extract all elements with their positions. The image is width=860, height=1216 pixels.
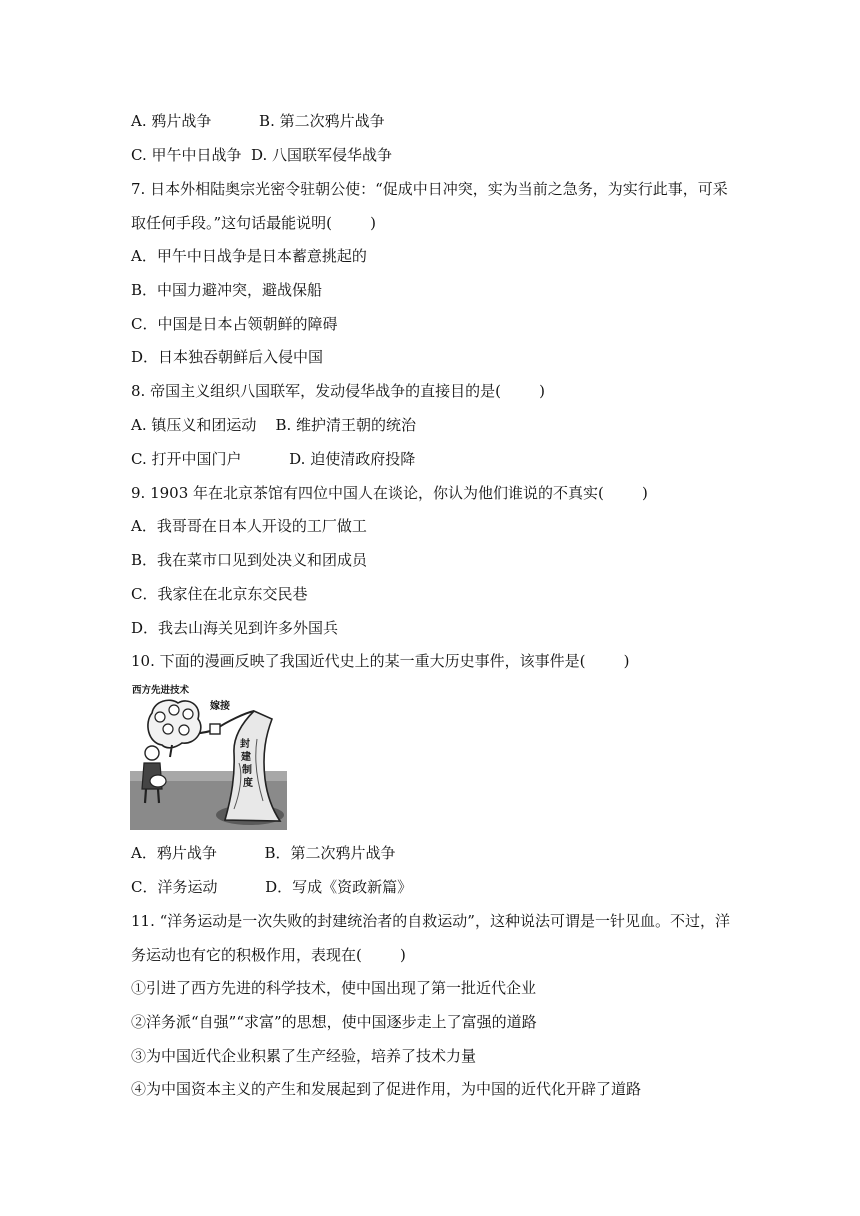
q11-stem-line2: 务运动也有它的积极作用，表现在( ) bbox=[131, 946, 406, 964]
comic-illustration bbox=[130, 683, 287, 830]
q10-stem: 10. 下面的漫画反映了我国近代史上的某一重大历史事件，该事件是( ) bbox=[131, 652, 630, 670]
q10-options-cd: C．洋务运动 D．写成《资政新篇》 bbox=[131, 878, 413, 896]
comic-caption-top: 西方先进技术 bbox=[132, 685, 190, 696]
q8-options-ab: A. 镇压义和团运动 B. 维护清王朝的统治 bbox=[131, 416, 417, 434]
trunk-label-char-1: 封 bbox=[240, 739, 250, 750]
q11-statement-1: ①引进了西方先进的科学技术，使中国出现了第一批近代企业 bbox=[131, 979, 537, 997]
q10-options-ab: A．鸦片战争 B．第二次鸦片战争 bbox=[131, 844, 396, 862]
q7-option-b: B．中国力避冲突，避战保船 bbox=[131, 281, 323, 299]
q11-statement-2: ②洋务派“自强”“求富”的思想，使中国逐步走上了富强的道路 bbox=[131, 1013, 537, 1031]
q9-option-a: A．我哥哥在日本人开设的工厂做工 bbox=[131, 517, 367, 535]
q7-stem-line1: 7. 日本外相陆奥宗光密令驻朝公使：“促成中日冲突，实为当前之急务，为实行此事，可采 bbox=[131, 180, 728, 198]
q11-statement-3: ③为中国近代企业积累了生产经验，培养了技术力量 bbox=[131, 1047, 477, 1065]
q7-option-a: A．甲午中日战争是日本蓄意挑起的 bbox=[131, 247, 367, 265]
q8-stem: 8. 帝国主义组织八国联军，发动侵华战争的直接目的是( ) bbox=[131, 382, 545, 400]
q7-option-c: C．中国是日本占领朝鲜的障碍 bbox=[131, 315, 338, 333]
trunk-label-char-2: 建 bbox=[241, 752, 251, 763]
q11-stem-line1: 11. “洋务运动是一次失败的封建统治者的自救运动”，这种说法可谓是一针见血。不过，洋 bbox=[131, 912, 730, 930]
q9-option-c: C．我家住在北京东交民巷 bbox=[131, 585, 308, 603]
q9-option-b: B．我在菜市口见到处决义和团成员 bbox=[131, 551, 368, 569]
q8-options-cd: C. 打开中国门户 D. 迫使清政府投降 bbox=[131, 450, 416, 468]
q11-statement-4: ④为中国资本主义的产生和发展起到了促进作用，为中国的近代化开辟了道路 bbox=[131, 1080, 642, 1098]
q6-options-cd: C. 甲午中日战争 D. 八国联军侵华战争 bbox=[131, 146, 393, 164]
comic-caption-graft: 嫁接 bbox=[210, 701, 230, 712]
q6-options-ab: A. 鸦片战争 B. 第二次鸦片战争 bbox=[131, 112, 385, 130]
trunk-label-char-3: 制 bbox=[242, 765, 252, 776]
q9-option-d: D．我去山海关见到许多外国兵 bbox=[131, 619, 339, 637]
q7-option-d: D．日本独吞朝鲜后入侵中国 bbox=[131, 348, 324, 366]
q9-stem: 9. 1903 年在北京茶馆有四位中国人在谈论，你认为他们谁说的不真实( ) bbox=[131, 484, 648, 502]
q7-stem-line2: 取任何手段。”这句话最能说明( ) bbox=[131, 214, 377, 232]
trunk-label-char-4: 度 bbox=[243, 778, 253, 789]
